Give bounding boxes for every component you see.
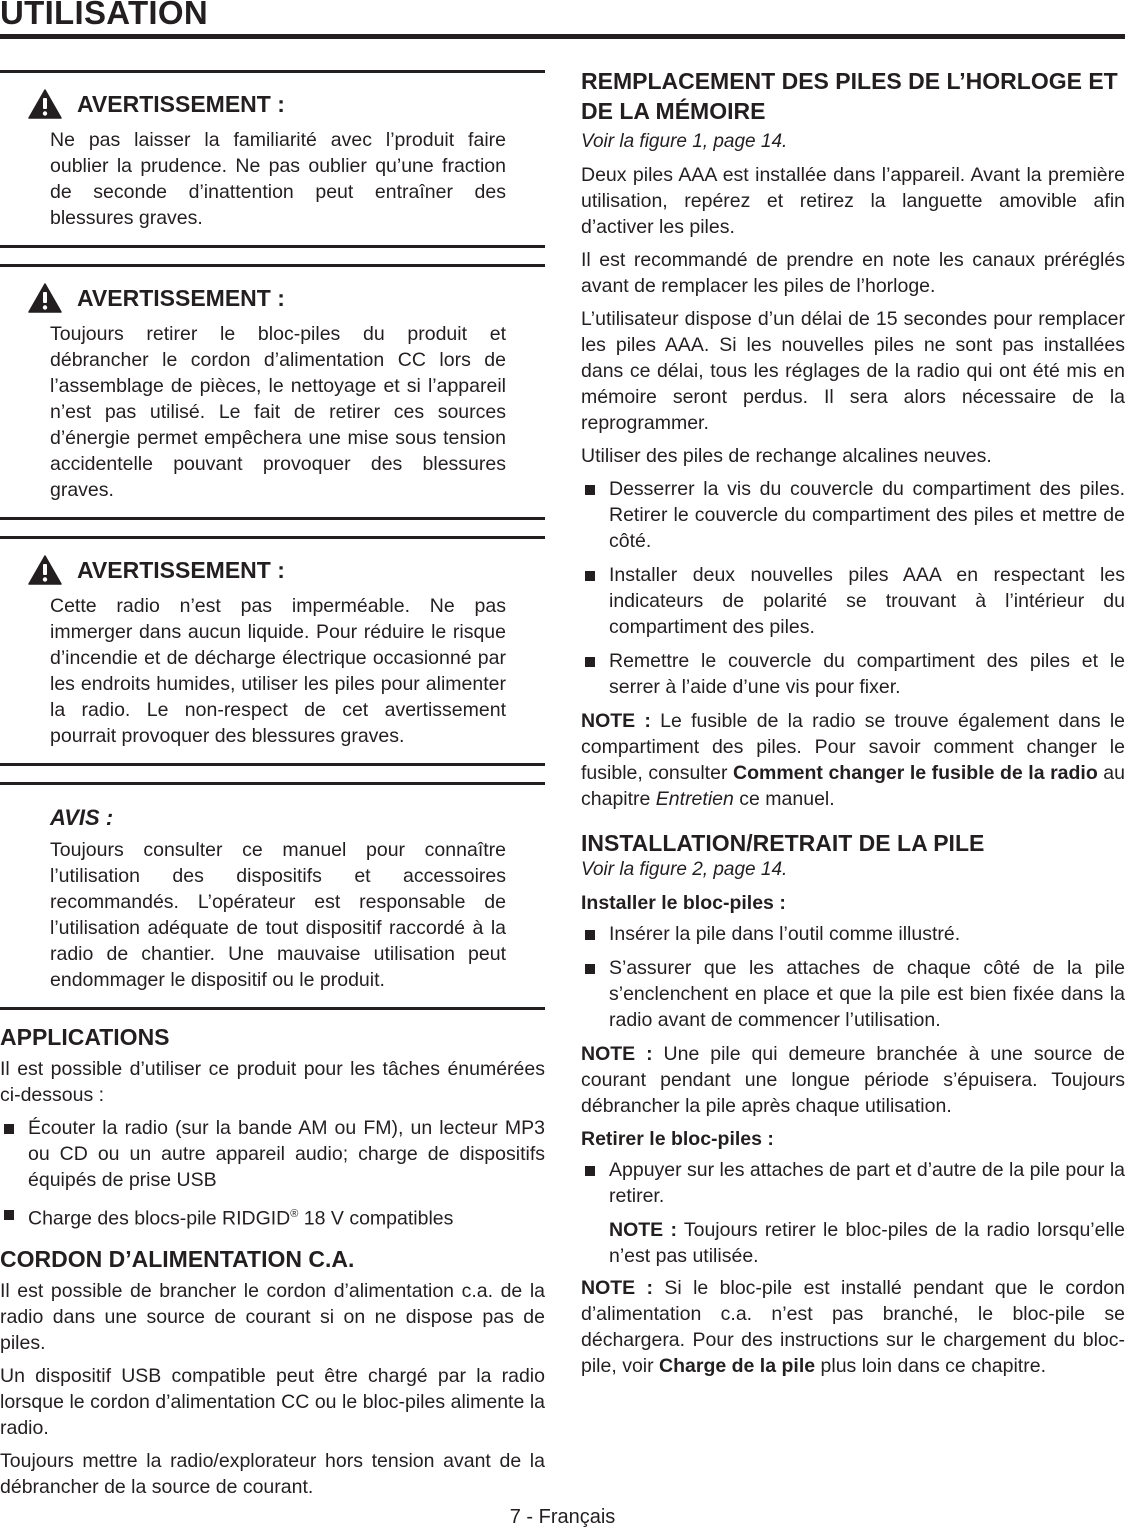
list-item [581, 921, 1125, 947]
list-item-text: Desserrer la vis du couvercle du compartiment des piles. Retirer le couvercle du compartiment des piles et mettre de côté. [609, 478, 1125, 552]
note-reference: Comment changer le fusible de la radio [732, 762, 1098, 784]
avis-box [0, 782, 545, 1010]
applications-list [0, 1115, 545, 1232]
bullet-square-icon [4, 1124, 14, 1134]
list-item-text: Charge des blocs-pile RIDGID [28, 1207, 291, 1230]
note-text: ce manuel. [733, 788, 835, 810]
note-chapter: Entretien [655, 788, 734, 810]
list-item-text: S’assurer que les attaches de chaque côté de la pile s’enclenchent en place et que la pile est bien fixée dans la radio avant de commencer l’utilisation. [609, 957, 1125, 1031]
bullet-square-icon [585, 930, 595, 940]
note-paragraph [581, 708, 1125, 812]
warning-header [28, 89, 506, 119]
remplacement-steps [581, 476, 1125, 700]
note-label: NOTE : [581, 1043, 653, 1065]
warning-icon [28, 555, 62, 585]
avis-label: AVIS : [50, 805, 114, 830]
list-item-text: Installer deux nouvelles piles AAA en respectant les indicateurs de polarité se trouvant à l’intérieur du compartiment des piles. [609, 564, 1125, 638]
list-item [0, 1201, 545, 1232]
remplacement-heading: REMPLACEMENT DES PILES DE L’HORLOGE ET DE LA MÉMOIRE [581, 68, 1118, 124]
list-item-text: 18 V compatibles [298, 1207, 454, 1230]
bullet-square-icon [585, 571, 595, 581]
list-item [581, 562, 1125, 640]
note-text: Une pile qui demeure branchée à une source de courant pendant une longue période s’épuisera. Toujours débrancher la pile après chaque utilisation. [581, 1043, 1125, 1117]
paragraph: Toujours mettre la radio/explorateur hors tension avant de la débrancher de la source de courant. [0, 1449, 545, 1498]
warning-label: AVERTISSEMENT : [77, 90, 285, 117]
title-rule [0, 34, 1125, 39]
remove-steps [581, 1157, 1125, 1209]
warning-header [28, 555, 506, 585]
indented-note [581, 1217, 1125, 1269]
warning-label: AVERTISSEMENT : [77, 284, 285, 311]
list-item [581, 955, 1125, 1033]
note-text: au chapitre [581, 762, 1125, 810]
remove-subheading: Retirer le bloc-piles : [581, 1128, 774, 1150]
note-label: NOTE : [609, 1219, 677, 1241]
page-title: UTILISATION [0, 0, 209, 31]
warning-icon [28, 89, 62, 119]
warning-text: Toujours retirer le bloc-piles du produit et débrancher le cordon d’alimentation CC lors de l’assemblage de pièces, le nettoyage et si l’appareil n’est pas utilisé. Le fait de retirer ces sources d’énergie permet empêchera une mise sous tension accidentelle pouvant provoquer des blessures graves. [50, 323, 506, 501]
cordon-heading: CORDON D’ALIMENTATION C.A. [0, 1245, 355, 1272]
bullet-square-icon [585, 485, 595, 495]
paragraph: Il est recommandé de prendre en note les canaux préréglés avant de remplacer les piles de l’horloge. [581, 249, 1125, 297]
figure-reference: Voir la figure 1, page 14. [581, 131, 788, 152]
list-item [0, 1115, 545, 1193]
note-paragraph [581, 1275, 1125, 1379]
list-item-text: Insérer la pile dans l’outil comme illustré. [609, 923, 961, 945]
warning-box [0, 264, 545, 520]
note-text: Toujours retirer le bloc-piles de la radio lorsqu’elle n’est pas utilisée. [609, 1219, 1125, 1267]
warning-icon [28, 283, 62, 313]
registered-mark: ® [290, 1208, 299, 1220]
list-item-text: Remettre le couvercle du compartiment des piles et le serrer à l’aide d’une vis pour fixer. [609, 650, 1125, 698]
bullet-square-icon [585, 1166, 595, 1176]
note-paragraph [581, 1041, 1125, 1119]
install-subheading: Installer le bloc-piles : [581, 892, 786, 914]
right-column [581, 66, 1125, 1386]
left-column [0, 70, 545, 1507]
list-item [581, 648, 1125, 700]
note-label: NOTE : [581, 1277, 654, 1299]
warning-box [0, 70, 545, 248]
warning-text: Cette radio n’est pas imperméable. Ne pas immerger dans aucun liquide. Pour réduire le risque d’incendie et de décharge électrique occasionné par les endroits humides, utiliser les piles pour alimenter la radio. Le non-respect de cet avertissement pourrait provoquer des blessures graves. [50, 595, 506, 747]
list-item [581, 1157, 1125, 1209]
bullet-square-icon [585, 657, 595, 667]
list-item [581, 476, 1125, 554]
note-text: Si le bloc-pile est installé pendant que le cordon d’alimentation c.a. n’est pas branché, le bloc-pile se déchargera. Pour des instructions sur le chargement du bloc-pile, voir [581, 1277, 1125, 1377]
paragraph: Utiliser des piles de rechange alcalines neuves. [581, 445, 992, 467]
paragraph: L’utilisateur dispose d’un délai de 15 secondes pour remplacer les piles AAA. Si les nouvelles piles ne sont pas installées dans ce délai, tous les réglages de la radio qui ont été mis en mémoire seront perdus. Il sera alors nécessaire de la reprogrammer. [581, 308, 1125, 434]
applications-heading: APPLICATIONS [0, 1024, 170, 1050]
list-item-text: Écouter la radio (sur la bande AM ou FM), un lecteur MP3 ou CD ou un autre appareil audio; charge de dispositifs équipés de prise USB [28, 1117, 545, 1191]
bullet-square-icon [585, 964, 595, 974]
install-steps [581, 921, 1125, 1033]
figure-reference: Voir la figure 2, page 14. [581, 859, 788, 880]
note-reference: Charge de la pile [659, 1355, 816, 1377]
warning-label: AVERTISSEMENT : [77, 556, 285, 583]
paragraph: Il est possible de brancher le cordon d’alimentation c.a. de la radio dans une source de courant si on ne dispose pas de piles. [0, 1279, 545, 1354]
avis-text: Toujours consulter ce manuel pour connaître l’utilisation des dispositifs et accessoires recommandés. L’opérateur est responsable de l’utilisation adéquate de tout dispositif raccordé à la radio de chantier. Une mauvaise utilisation peut endommager le dispositif ou le produit. [50, 839, 506, 991]
applications-intro: Il est possible d’utiliser ce produit pour les tâches énumérées ci-dessous : [0, 1058, 545, 1106]
page-number: 7 - Français [509, 1506, 616, 1528]
note-text: plus loin dans ce chapitre. [815, 1355, 1046, 1377]
list-item-text: Appuyer sur les attaches de part et d’autre de la pile pour la retirer. [609, 1159, 1125, 1207]
paragraph: Un dispositif USB compatible peut être chargé par la radio lorsque le cordon d’alimentation CC ou le bloc-piles alimente la radio. [0, 1364, 545, 1439]
note-text: Le fusible de la radio se trouve également dans le compartiment des piles. Pour savoir comment changer le fusible, consulter [581, 710, 1125, 784]
warning-header [28, 283, 506, 313]
paragraph: Deux piles AAA est installée dans l’appareil. Avant la première utilisation, repérez et retirez la languette amovible afin d’activer les piles. [581, 164, 1125, 238]
installation-heading: INSTALLATION/RETRAIT DE LA PILE [581, 830, 985, 856]
warning-text: Ne pas laisser la familiarité avec l’produit faire oublier la prudence. Ne pas oublier qu’une fraction de seconde d’inattention peut entraîner des blessures graves. [50, 129, 506, 229]
warning-box [0, 536, 545, 766]
bullet-square-icon [4, 1210, 14, 1220]
note-label: NOTE : [581, 710, 651, 732]
